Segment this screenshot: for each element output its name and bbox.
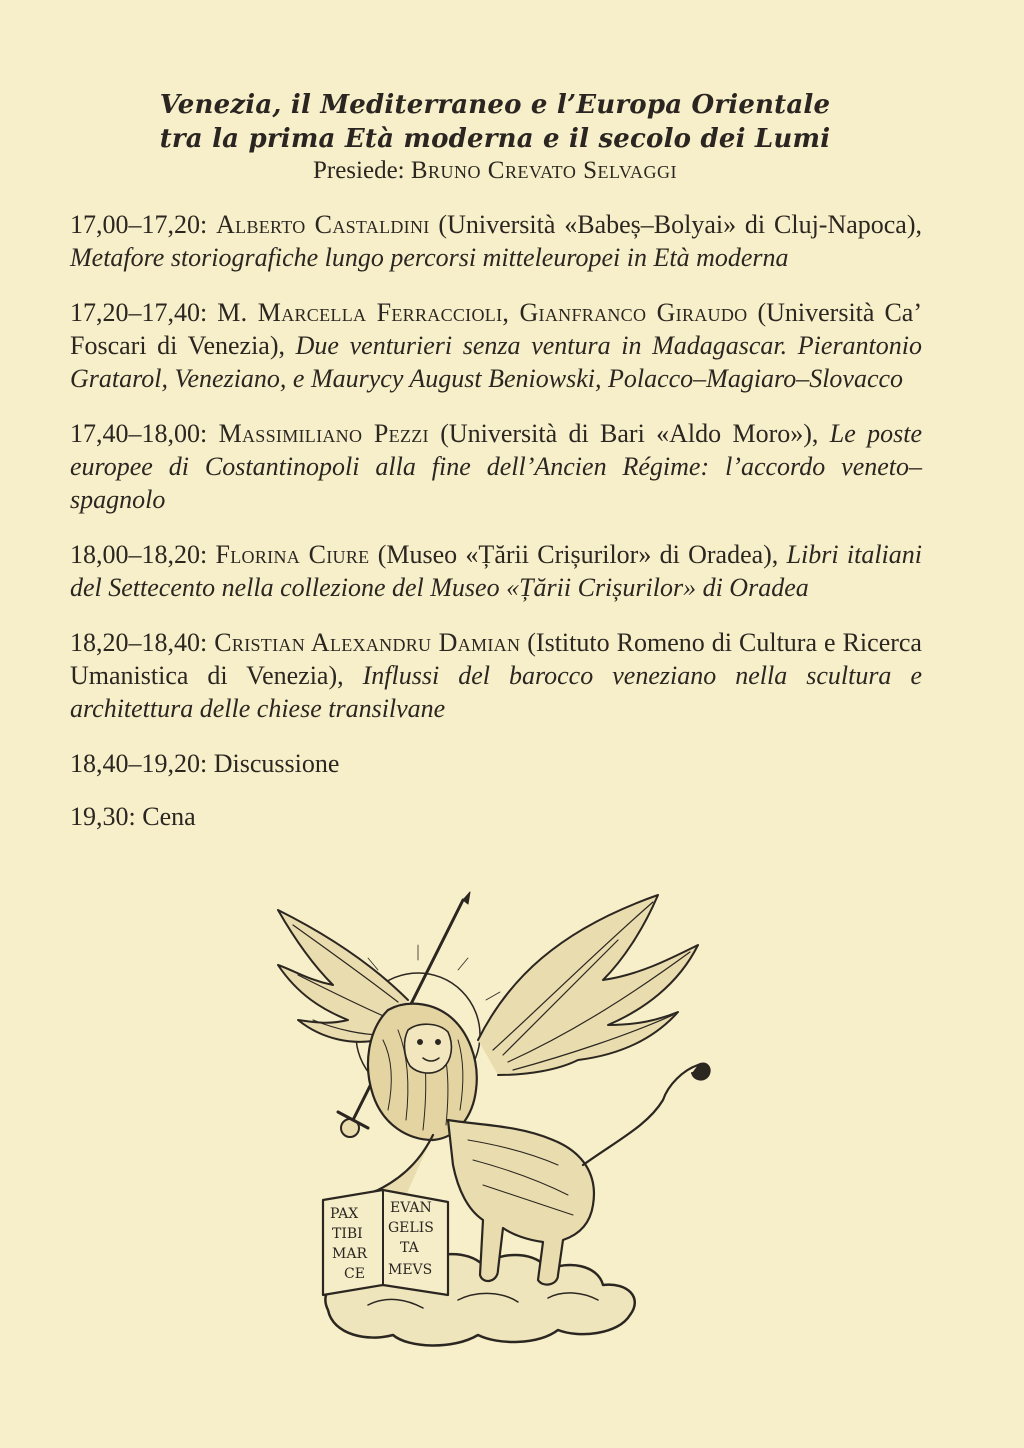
book-inscription-pax: PAX [330,1206,359,1222]
item-time: 17,00–17,20: [70,210,217,239]
chair-name: Bruno Crevato Selvaggi [410,157,677,184]
chair-line [70,156,920,186]
lion-of-saint-mark-icon [258,890,738,1370]
discussion-item [70,747,922,780]
item-topic: Metafore storiografiche lungo percorsi mitteleuropei in Età moderna [70,243,789,272]
dinner-label: Cena [142,802,196,831]
item-topic-tail: : l’accordo veneto–spagnolo [70,452,922,514]
discussion-label: Discussione [213,749,340,778]
book-inscription-mevs: MEVS [388,1262,433,1278]
item-time: 17,40–18,00: [70,419,219,448]
item-affiliation: (Università «Babeș–Bolyai» di Cluj-Napoca), [429,210,922,239]
program-item [70,538,922,604]
item-affiliation: (Università Ca’ Foscari di Venezia), [70,298,922,360]
item-affiliation: (Museo «Țării Crișurilor» di Oradea), [369,540,787,569]
item-topic: Le poste europee di Costantinopoli alla fine dell’Ancien Régime [70,419,922,481]
session-header [70,88,920,186]
book-inscription-gelis: GELIS [388,1220,434,1236]
program-item [70,626,922,725]
program-item [70,208,922,274]
item-time: 18,00–18,20: [70,540,216,569]
item-topic: Due venturieri senza ventura in Madagascar. Pierantonio Gratarol, Veneziano, e Maurycy August Beniowski, Polacco–Magiaro–Slovacco [70,331,923,393]
item-speaker: Cristian Alexandru Damian [214,628,521,657]
item-affiliation: (Università di Bari «Aldo Moro»), [428,419,830,448]
dinner-item [70,800,922,833]
session-title-line-1: Venezia, il Mediterraneo e l’Europa Orientale [159,90,831,120]
chair-label: Presiede: [312,157,411,184]
book-inscription-mar: MAR [332,1246,367,1262]
dinner-time: 19,30: [70,802,143,831]
program-item [70,417,922,516]
book-inscription-ta: TA [400,1240,419,1256]
item-speaker: Massimiliano Pezzi [218,419,429,448]
book-inscription-tibi: TIBI [332,1226,363,1242]
item-speaker: M. Marcella Ferraccioli, Gianfranco Giraudo [217,298,748,327]
item-topic: Influssi del barocco veneziano nella scultura e architettura delle chiese transilvane [70,661,922,723]
item-speaker: Alberto Castaldini [216,210,430,239]
item-affiliation: (Istituto Romeno di Cultura e Ricerca Umanistica di Venezia), [70,628,922,690]
session-title-line-2: tra la prima Età moderna e il secolo dei Lumi [159,124,831,154]
item-time: 17,20–17,40: [70,298,218,327]
program-list [70,208,922,853]
item-speaker: Florina Ciure [215,540,370,569]
item-topic: Libri italiani del Settecento nella collezione del Museo «Țării Crișurilor» di Oradea [70,540,922,602]
book-inscription-evan: EVAN [390,1200,432,1216]
discussion-time: 18,40–19,20: [70,749,214,778]
program-item [70,296,922,395]
book-inscription-ce: CE [344,1266,365,1282]
item-time: 18,20–18,40: [70,628,215,657]
